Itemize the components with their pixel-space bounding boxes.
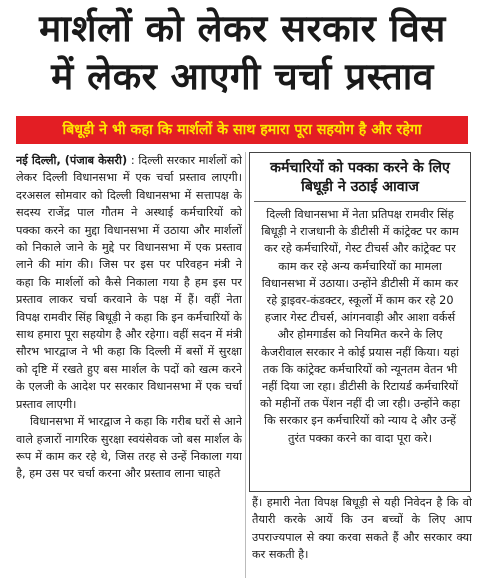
article-paragraph-1 (16, 152, 242, 413)
article-paragraph-2: विधानसभा में भारद्वाज ने कहा कि गरीब घरों से आने वाले हजारों नागरिक सुरक्षा स्वयंसेवक जो बस मार्शल के रूप में काम कर रहे थे, जिस तरह से उन्हें निकाला गया है, हम उस पर चर्चा करना और प्रस्ताव लाना चाहते (16, 415, 242, 481)
subheadline-bar: बिधूड़ी ने भी कहा कि मार्शलों के साथ हमारा पूरा सहयोग है और रहेगा (16, 116, 468, 144)
article-paragraph-1-text: : दिल्ली सरकार मार्शलों को लेकर दिल्ली विधानसभा में एक चर्चा प्रस्ताव लाएगी। दरअसल सोमवार को दिल्ली विधानसभा में सत्तापक्ष के सदस्य राजेंद्र पाल गौतम ने अस्थाई कर्मचारियों को पक्का करने का मुद्दा विधानसभा में उठाया और मार्शलों को निकाले जाने के मुद्दे पर विधानसभा में एक प्रस्ताव लाने की मांग की। जिस पर इस पर परिवहन मंत्री ने कहा कि मार्शलों को कैसे निकाला गया है हम इस पर प्रस्ताव लाकर चर्चा करवाने के पक्ष में हैं। वहीं नेता विपक्ष रामवीर सिंह बिधूड़ी ने कहा कि इन कर्मचारियों के साथ हमारा पूरा सहयोग है और रहेगा। वहीं सदन में मंत्री सौरभ भारद्वाज ने भी कहा कि दिल्ली में बसों में सुरक्षा को दृष्टि में रखते हुए बस मार्शल के पदों को खत्म करने के एलजी के आदेश पर सरकार विधानसभा में एक चर्चा प्रस्ताव लाएगी। (16, 154, 242, 411)
left-column-article (16, 152, 242, 578)
right-column-continuation (252, 494, 472, 578)
sidebar-box-title: कर्मचारियों को पक्का करने के लिए बिधूड़ी ने उठाई आवाज (270, 160, 450, 195)
sidebar-box-rule (254, 201, 466, 202)
sidebar-box (249, 152, 471, 492)
sidebar-box-body: दिल्ली विधानसभा में नेता प्रतिपक्ष रामवीर सिंह बिधूड़ी ने राजधानी के डीटीसी में कांट्रेक्ट पर काम कर रहे कर्मचारियों, गेस्ट टीचर्स और कांट्रेक्ट पर काम कर रहे अन्य कर्मचारियों का मामला विधानसभा में उठाया। उन्होंने डीटीसी में काम कर रहे ड्राइवर-कंडक्टर, स्कूलों में काम कर रहे 20 हजार गेस्ट टीचर्स, आंगनवाड़ी और आशा वर्कर्स और होमगार्डस को नियमित करने के लिए केजरीवाल सरकार ने कोई प्रयास नहीं किया। यहां तक कि कांट्रेक्ट कर्मचारियों को न्यूनतम वेतन भी नहीं दिया जा रहा। डीटीसी के रिटायर्ड कर्मचारियों को महीनों तक पेंशन नहीं दी जा रही। उन्होंने कहा कि सरकार इन कर्मचारियों को न्याय दे और उन्हें तुरंत पक्का करने का वादा पूरा करे। (260, 208, 460, 445)
continuation-paragraph: हैं। हमारी नेता विपक्ष बिधूड़ी से यही निवेदन है कि वो तैयारी करके आयें कि उन बच्चों के लिए आप उपराज्यपाल से क्या करवा सकते हैं और सरकार क्या कर सकती है। (252, 496, 472, 562)
column-divider (245, 152, 246, 578)
headline-line-2: में लेकर आएगी चर्चा प्रस्ताव (51, 55, 434, 98)
headline-line-1: मार्शलों को लेकर सरकार विस (39, 7, 446, 50)
headline (0, 0, 485, 112)
dateline: नई दिल्ली, (पंजाब केसरी) (16, 154, 128, 167)
